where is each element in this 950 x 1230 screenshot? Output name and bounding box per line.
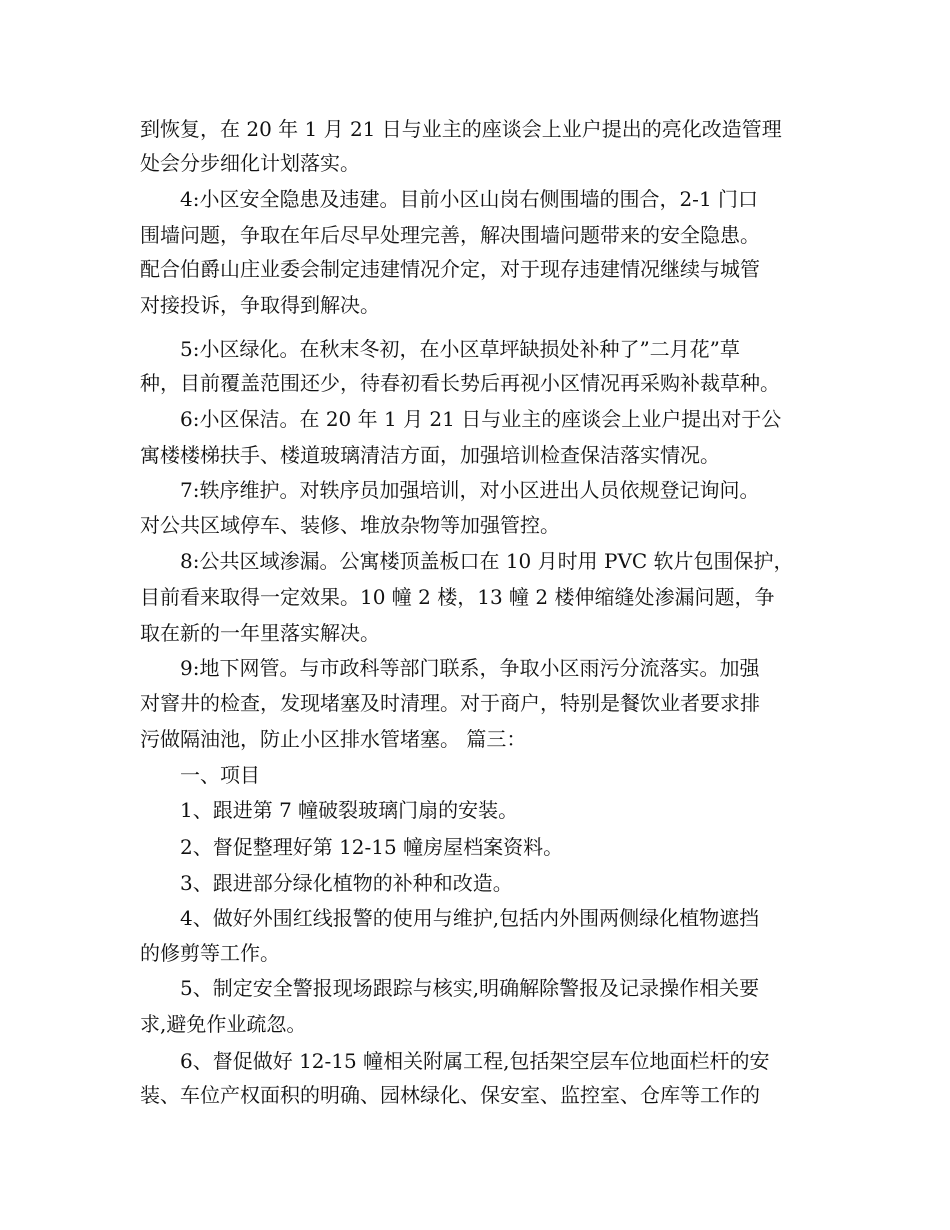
- text-line: 种，目前覆盖范围还少，待春初看长势后再视小区情况再采购补裁草种。: [140, 371, 780, 395]
- list-item: 5、制定安全警报现场跟踪与核实,明确解除警报及记录操作相关要: [180, 976, 760, 1000]
- text-line: 配合伯爵山庄业委会制定违建情况介定，对于现存违建情况继续与城管: [140, 257, 760, 281]
- paragraph-line: 6:小区保洁。在 20 年 1 月 21 日与业主的座谈会上业户提出对于公: [180, 407, 782, 431]
- paragraph-line: 4:小区安全隐患及违建。目前小区山岗右侧围墙的围合，2-1 门口: [180, 187, 759, 211]
- text-line: 围墙问题，争取在年后尽早处理完善，解决围墙问题带来的安全隐患。: [140, 223, 760, 247]
- list-item: 2、督促整理好第 12-15 幢房屋档案资料。: [180, 835, 564, 859]
- text-line: 到恢复，在 20 年 1 月 21 日与业主的座谈会上业户提出的亮化改造管理: [140, 117, 782, 141]
- list-item: 1、跟进第 7 幢破裂玻璃门扇的安装。: [180, 798, 519, 822]
- text-line: 目前看来取得一定效果。10 幢 2 楼，13 幢 2 楼伸缩缝处渗漏问题，争: [140, 585, 775, 609]
- text-line: 装、车位产权面积的明确、园林绿化、保安室、监控室、仓库等工作的: [140, 1083, 760, 1107]
- paragraph-line: 5:小区绿化。在秋末冬初，在小区草坪缺损处补种了”二月花”草: [180, 337, 740, 361]
- text-line: 对公共区域停车、装修、堆放杂物等加强管控。: [140, 513, 560, 537]
- list-item: 6、督促做好 12-15 幢相关附属工程,包括架空层车位地面栏杆的安: [180, 1049, 770, 1073]
- text-line: 污做隔油池，防止小区排水管堵塞。 篇三：: [140, 727, 527, 751]
- list-item: 3、跟进部分绿化植物的补种和改造。: [180, 871, 513, 895]
- list-item: 4、做好外围红线报警的使用与维护,包括内外围两侧绿化植物遮挡: [180, 906, 760, 930]
- paragraph-line: 9:地下网管。与市政科等部门联系，争取小区雨污分流落实。加强: [180, 656, 760, 680]
- text-line: 求,避免作业疏忽。: [140, 1012, 307, 1036]
- text-line: 寓楼楼梯扶手、楼道玻璃清洁方面，加强培训检查保洁落实情况。: [140, 443, 720, 467]
- paragraph-line: 7:轶序维护。对轶序员加强培训，对小区进出人员依规登记询问。: [180, 478, 760, 502]
- text-line: 对窨井的检查，发现堵塞及时清理。对于商户，特别是餐饮业者要求排: [140, 691, 760, 715]
- paragraph-line: 8:公共区域渗漏。公寓楼顶盖板口在 10 月时用 PVC 软片包围保护，: [180, 549, 794, 573]
- section-heading: 一、项目: [180, 763, 260, 787]
- text-line: 的修剪等工作。: [140, 941, 280, 965]
- text-line: 对接投诉，争取得到解决。: [140, 293, 380, 317]
- text-line: 处会分步细化计划落实。: [140, 151, 360, 175]
- text-line: 取在新的一年里落实解决。: [140, 621, 380, 645]
